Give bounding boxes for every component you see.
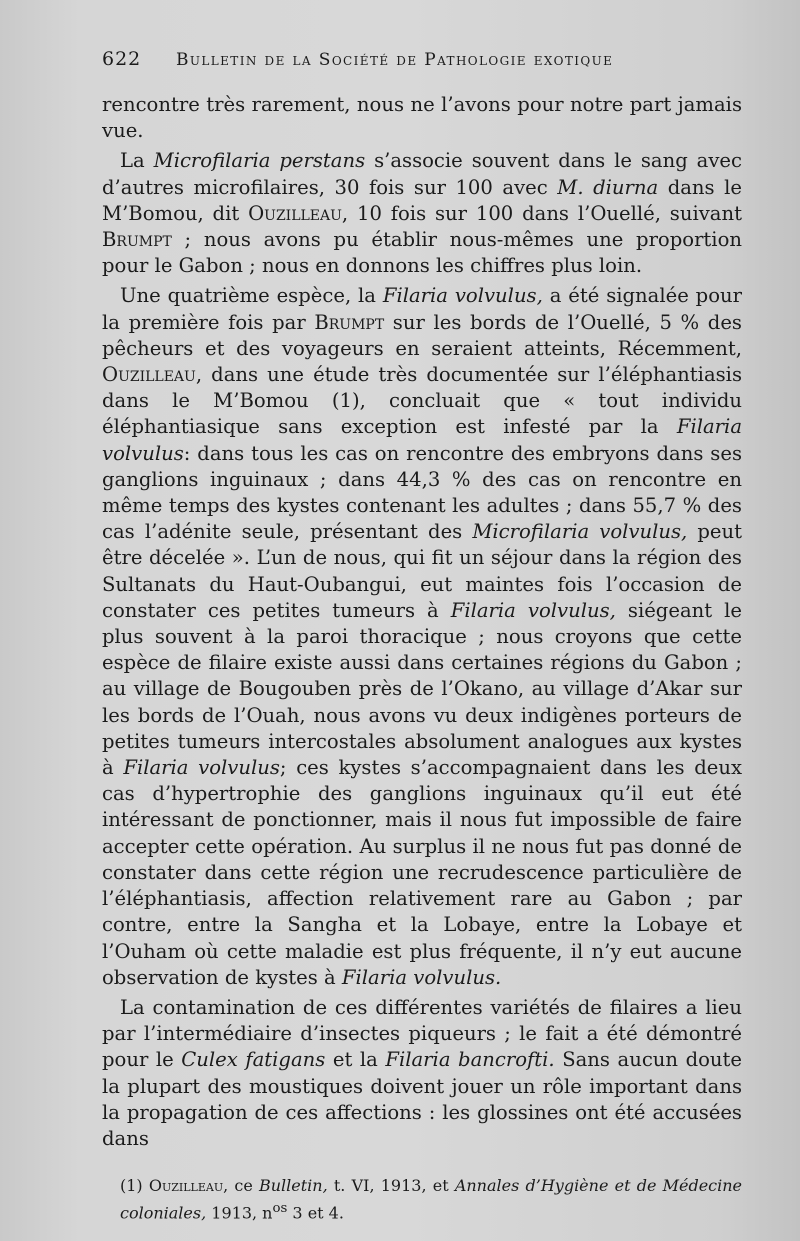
text-run: La contamination de ces différentes variétés de filaires a lieu par l’intermédiaire d’insectes piqueurs ; le fait a été démontré pour le [102,995,742,1072]
text-run: : dans tous les cas on rencontre des embryons dans ses ganglions inguinaux ; dans 44,3 % des cas on rencontre en même temps des kystes contenant les adultes ; dans 55,7 % des cas l’adénite seule, présentant des [102,441,742,544]
text-run: t. VI, 1913, et [327,1176,455,1196]
italic-text: Filaria volvulus. [341,965,502,989]
text-run: siégeant le plus souvent à la paroi thoracique ; nous croyons que cette espèce de filaire existe aussi dans certaines régions du Gabon ; au village de Bougouben près de l’Okano, au village d’Akar sur les bords de l’Ouah, nous avons vu deux indigènes porteurs de petites tumeurs intercostales absolument analogues aux kystes à [102,598,742,780]
italic-text: Filaria volvulus [123,756,280,780]
text-run: dans le M’Bomou, dit [102,175,742,225]
text-run: ; nous avons pu établir nous-mêmes une proportion pour le Gabon ; nous en donnons les chiffres plus loin. [102,228,742,278]
paragraph [102,148,742,279]
author-name: Brumpt [102,228,172,252]
body-text [102,92,742,1152]
paragraph [102,92,742,144]
text-run: Une quatrième espèce, la [120,284,383,308]
text-run: peut être décelée ». L’un de nous, qui fit un séjour dans la région des Sultanats du Haut-Oubangui, eut maintes fois l’occasion de constater ces petites tumeurs à [102,520,742,622]
author-name: Ouzilleau [102,363,196,387]
italic-text: Filaria bancrofti. [385,1048,555,1072]
italic-text: Annales d’Hygiène et de Médecine coloniales, [120,1176,743,1223]
text-run: , ce [223,1176,259,1196]
journal-title: Bulletin de la Société de Pathologie exotique [176,50,614,70]
footnote [102,1174,742,1224]
italic-text: M. diurna [557,175,659,199]
italic-text: Filaria volvulus, [382,284,543,308]
italic-text: Microfilaria volvulus, [472,520,688,544]
superscript: os [272,1201,288,1217]
italic-text: Filaria volvulus, [450,598,616,622]
paragraph [102,283,742,990]
text-run: Sans aucun doute la plupart des moustiques doivent jouer un rôle important dans la propagation de ces affections : les glossines ont été accusées dans [102,1048,742,1150]
italic-text: Microfilaria perstans [153,149,366,173]
paragraph [102,995,742,1152]
author-name: Ouzilleau [248,201,342,225]
author-name: Ouzilleau [148,1176,224,1196]
italic-text: Bulletin, [258,1176,328,1196]
italic-text: Filaria volvulus [102,415,742,465]
text-run: 3 et 4. [287,1203,344,1223]
page-number: 622 [102,48,142,70]
text-run: a été signalée pour la première fois par [102,284,743,334]
text-run: (1) [120,1176,149,1196]
author-name: Brumpt [314,310,385,334]
text-run: sur les bords de l’Ouellé, 5 % des pêcheurs et des voyageurs en seraient atteints, Récemment, [102,310,742,360]
text-run: et la [325,1048,386,1072]
running-head [102,48,742,80]
italic-text: Culex fatigans [181,1048,326,1072]
text-run: rencontre très rarement, nous ne l’avons pour notre part jamais vue. [102,93,742,143]
text-run: , dans une étude très documentée sur l’éléphantiasis dans le M’Bomou (1), concluait que « tout individu éléphantiasique sans exception est infesté par la [102,363,742,439]
text-run: 1913, n [206,1203,273,1223]
text-run: ; ces kystes s’accompagnaient dans les deux cas d’hypertrophie des ganglions inguinaux qu’il eut été intéressant de ponctionner, mais il nous fut impossible de faire accepter cette opération. Au surplus il ne nous fut pas donné de constater dans cette région une recrudescence particulière de l’éléphantiasis, affection relativement rare au Gabon ; par contre, entre la Sangha et la Lobaye, entre la Lobaye et l’Ouham où cette maladie est plus fréquente, il n’y eut aucune observation de kystes à [102,756,742,989]
text-run: , 10 fois sur 100 dans l’Ouellé, suivant [341,201,742,225]
text-run: La [120,149,154,173]
text-run: s’associe souvent dans le sang avec d’autres microfilaires, 30 fois sur 100 avec [102,149,742,199]
